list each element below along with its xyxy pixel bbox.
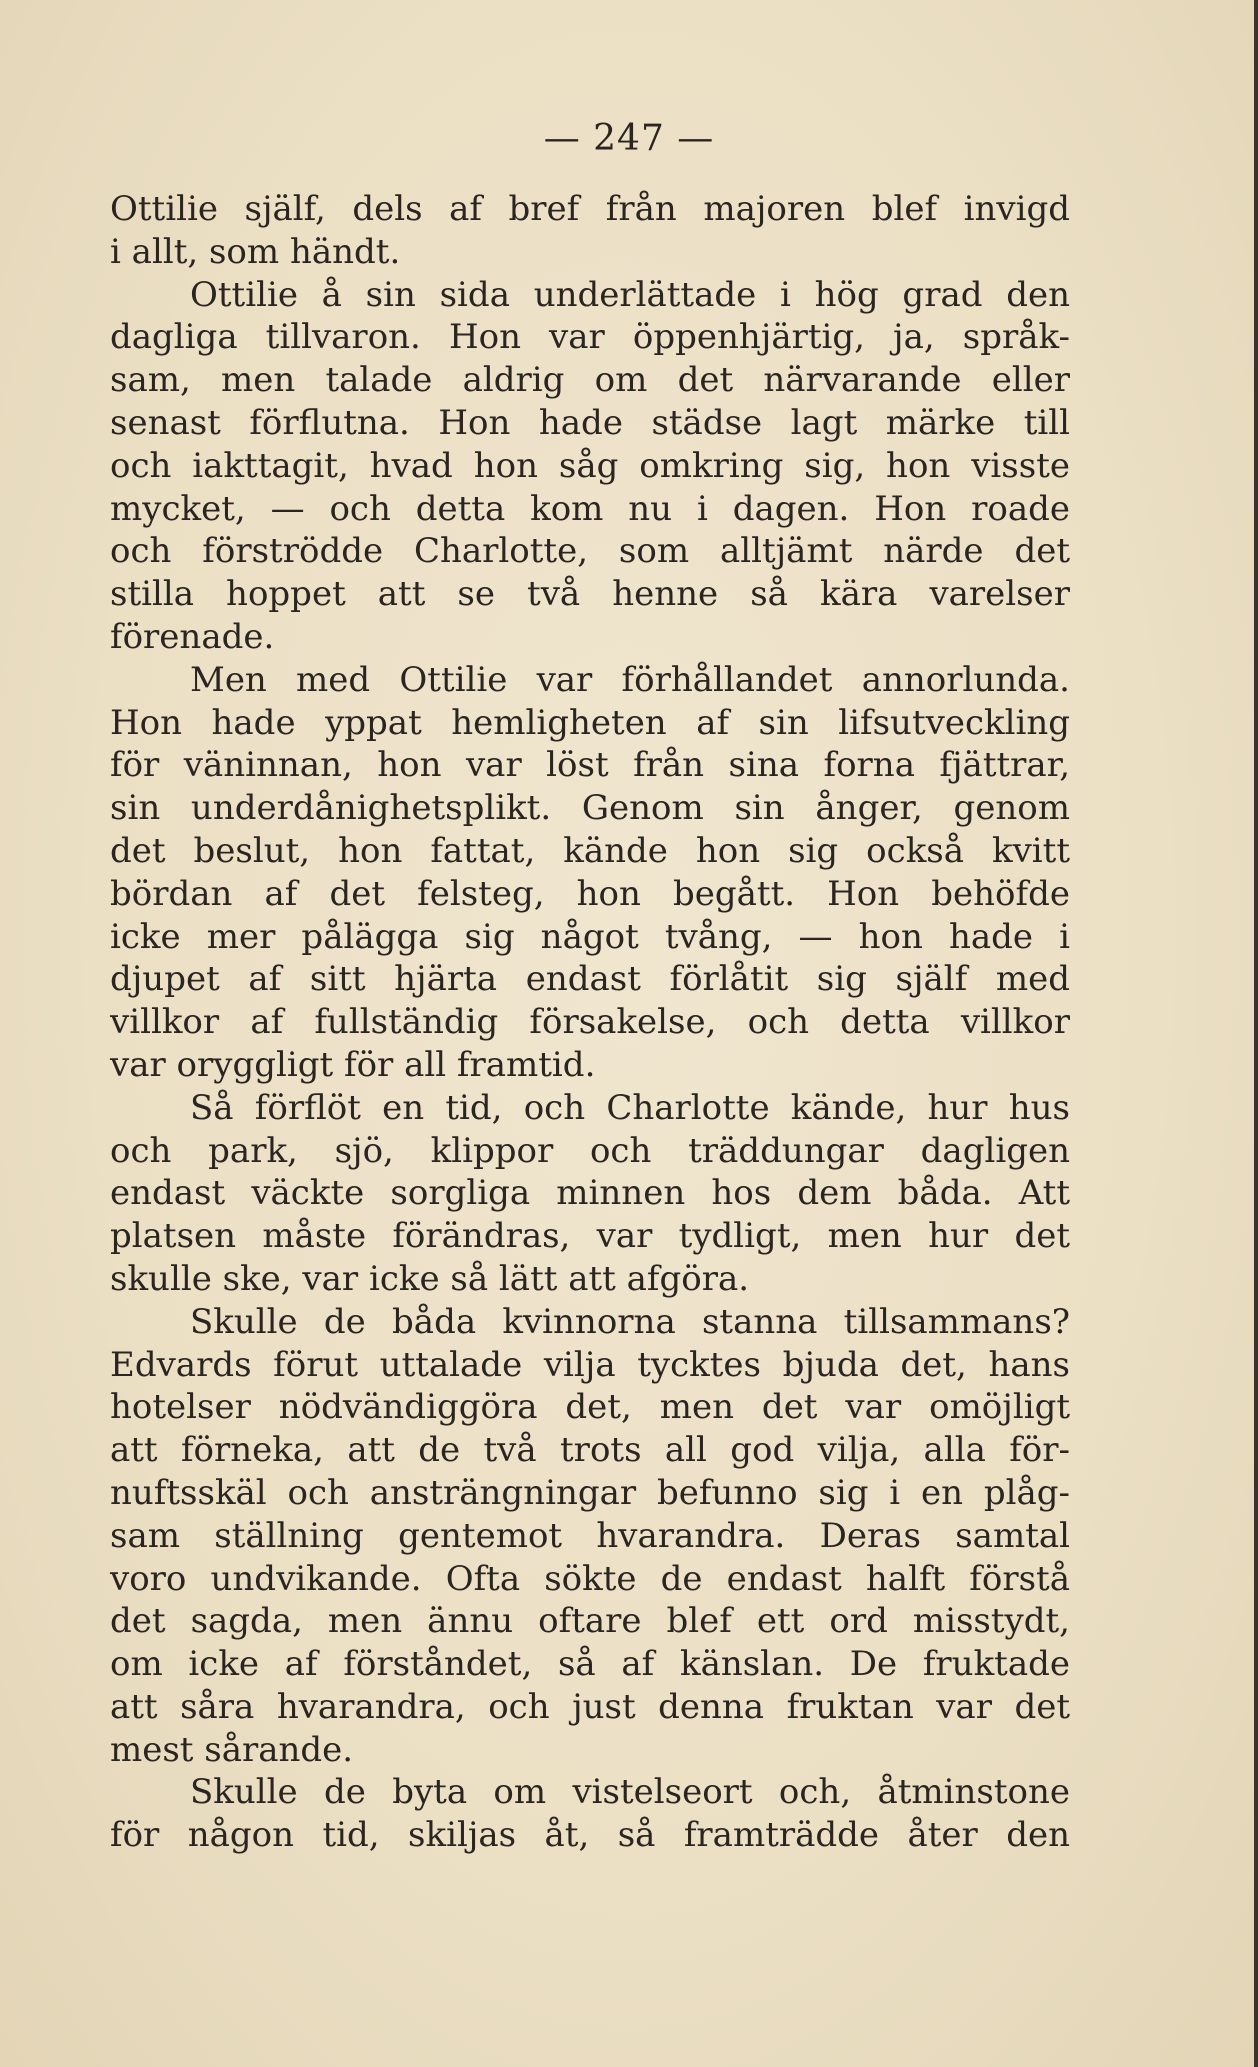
text-line: Så förflöt en tid, och Charlotte kände, hur hus bbox=[190, 1087, 1070, 1128]
text-line: Hon hade yppat hemligheten af sin lifsutveckling bbox=[110, 702, 1070, 743]
text-line: mest sårande. bbox=[110, 1729, 354, 1770]
text-line: sam ställning gentemot hvarandra. Deras samtal bbox=[110, 1515, 1070, 1556]
page-number: — 247 — bbox=[543, 118, 715, 159]
text-line: skulle ske, var icke så lätt att afgöra. bbox=[110, 1258, 750, 1299]
text-line: för väninnan, hon var löst från sina forna fjättrar, bbox=[110, 745, 1070, 786]
text-line: för någon tid, skiljas åt, så framträdde åter den bbox=[110, 1815, 1070, 1856]
text-line: sin underdånighetsplikt. Genom sin ånger, genom bbox=[110, 788, 1070, 829]
text-line: sam, men talade aldrig om det närvarande eller bbox=[110, 360, 1070, 401]
text-line: och park, sjö, klippor och träddungar dagligen bbox=[110, 1130, 1070, 1171]
text-line: nuftsskäl och ansträngningar befunno sig i en plåg- bbox=[110, 1472, 1070, 1513]
page-edge bbox=[1254, 0, 1258, 2067]
text-line: bördan af det felsteg, hon begått. Hon behöfde bbox=[110, 873, 1070, 914]
text-line: det beslut, hon fattat, kände hon sig också kvitt bbox=[110, 830, 1070, 871]
text-line: Ottilie själf, dels af bref från majoren blef invigd bbox=[110, 189, 1070, 229]
text-line: hotelser nödvändiggöra det, men det var omöjligt bbox=[110, 1387, 1070, 1428]
text-line: att förneka, att de två trots all god vilja, alla för- bbox=[110, 1430, 1070, 1471]
text-line: Skulle de byta om vistelseort och, åtminstone bbox=[190, 1772, 1070, 1813]
text-line: Edvards förut uttalade vilja tycktes bjuda det, hans bbox=[110, 1344, 1070, 1385]
text-line: endast väckte sorgliga minnen hos dem båda. Att bbox=[110, 1173, 1070, 1214]
text-line: Ottilie å sin sida underlättade i hög grad den bbox=[190, 274, 1070, 315]
text-line: djupet af sitt hjärta endast förlåtit sig själf med bbox=[110, 959, 1070, 1000]
text-line: stilla hoppet att se två henne så kära varelser bbox=[110, 574, 1070, 615]
text-line: och förströdde Charlotte, som alltjämt närde det bbox=[110, 531, 1070, 572]
text-line: platsen måste förändras, var tydligt, men hur det bbox=[110, 1216, 1070, 1257]
text-line: det sagda, men ännu oftare blef ett ord misstydt, bbox=[110, 1601, 1070, 1642]
text-line: i allt, som händt. bbox=[110, 231, 401, 272]
text-line: förenade. bbox=[110, 616, 275, 657]
text-line: voro undvikande. Ofta sökte de endast halft förstå bbox=[110, 1558, 1070, 1599]
text-line: var oryggligt för all framtid. bbox=[110, 1044, 596, 1085]
text-line: Men med Ottilie var förhållandet annorlunda. bbox=[190, 659, 1070, 700]
text-line: och iakttagit, hvad hon såg omkring sig, hon visste bbox=[110, 445, 1070, 486]
text-line: Skulle de båda kvinnorna stanna tillsammans? bbox=[190, 1301, 1070, 1342]
text-line: icke mer pålägga sig något tvång, — hon hade i bbox=[110, 916, 1070, 957]
text-line: om icke af förståndet, så af känslan. De fruktade bbox=[110, 1644, 1070, 1685]
text-line: senast förflutna. Hon hade städse lagt märke till bbox=[110, 402, 1070, 443]
text-line: dagliga tillvaron. Hon var öppenhjärtig, ja, språk- bbox=[110, 317, 1070, 358]
text-line: att såra hvarandra, och just denna fruktan var det bbox=[110, 1686, 1070, 1727]
body-text bbox=[110, 188, 1070, 1857]
text-line: mycket, — och detta kom nu i dagen. Hon roade bbox=[110, 488, 1070, 529]
text-line: villkor af fullständig försakelse, och detta villkor bbox=[110, 1002, 1070, 1043]
